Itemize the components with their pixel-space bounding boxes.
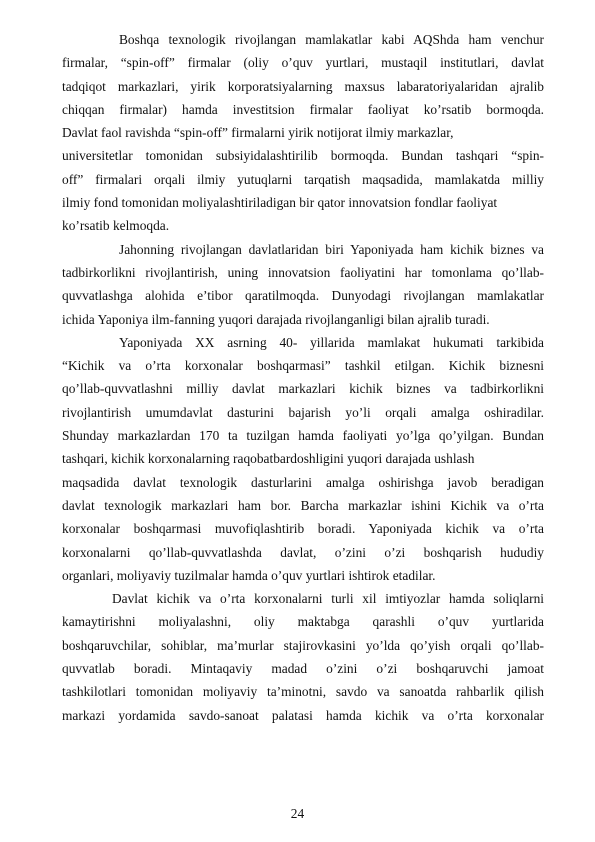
- text-line: Boshqa texnologik rivojlangan mamlakatlar kabi AQShda ham venchur: [119, 32, 544, 47]
- text-line: maqsadida davlat texnologik dasturlarini amalga oshirishga javob beradigan: [62, 474, 544, 490]
- text-line: Jahonning rivojlangan davlatlaridan biri Yaponiyada ham kichik biznes va: [119, 241, 544, 257]
- page-number: 24: [290, 806, 305, 821]
- text-line: korxonalarni qo’llab-quvvatlashda davlat, o’zini o’zi boshqarish hududiy: [62, 544, 544, 560]
- text-line: ko’rsatib kelmoqda.: [62, 218, 170, 234]
- text-line: Shunday markazlardan 170 ta tuzilgan hamda faoliyati yo’lga qo’yilgan. Bundan: [62, 428, 544, 444]
- text-line: Davlat kichik va o’rta korxonalarni turli xil imtiyozlar hamda soliqlarni: [112, 591, 544, 607]
- text-line: organlari, moliyaviy tuzilmalar hamda o’quv yurtlari ishtirok etadilar.: [62, 567, 436, 583]
- text-line: quvvatlashga alohida e’tibor qaratilmoqda. Dunyodagi rivojlangan mamlakatlar: [62, 288, 544, 304]
- text-line: kamaytirishni moliyalashni, oliy maktabga qarashli o’quv yurtlarida: [62, 614, 544, 630]
- text-line: korxonalar boshqarmasi muvofiqlashtirib boradi. Yaponiyada kichik va o’rta: [62, 521, 544, 537]
- text-line: off” firmalari orqali ilmiy yutuqlarni tarqatish maqsadida, mamlakatda milliy: [62, 171, 544, 187]
- text-line: ichida Yaponiya ilm-fanning yuqori darajada rivojlanganligi bilan ajralib turadi.: [62, 311, 490, 327]
- text-line: ilmiy fond tomonidan moliyalashtiriladigan bir qator innovatsion fondlar faoliyat: [62, 195, 498, 211]
- text-line: qo’llab-quvvatlashni milliy davlat markazlari kichik biznes va tadbirkorlikni: [62, 381, 544, 397]
- text-line: chiqqan firmalar) hamda investitsion firmalar faoliyat ko’rsatib bormoqda.: [62, 101, 544, 117]
- text-line: Davlat faol ravishda “spin-off” firmalarni yirik notijorat ilmiy markazlar,: [62, 125, 454, 141]
- text-line: davlat texnologik markazlari ham bor. Barcha markazlar ishini Kichik va o’rta: [62, 497, 544, 513]
- text-line: universitetlar tomonidan subsiyidalashtirilib bormoqda. Bundan tashqari “spin-: [62, 148, 544, 164]
- text-line: tadqiqot markazlari, yirik korporatsiyalarning maxsus labaratoriyalaridan ajralib: [62, 78, 544, 94]
- text-line: “Kichik va o’rta korxonalar boshqarmasi” tashkil etilgan. Kichik biznesni: [62, 358, 544, 374]
- text-line: tashqari, kichik korxonalarning raqobatbardoshligini yuqori darajada ushlash: [62, 451, 475, 467]
- text-line: quvvatlab boradi. Mintaqaviy madad o’zini o’zi boshqaruvchi jamoat: [62, 661, 544, 677]
- text-line: firmalar, “spin-off” firmalar (oliy o’quv yurtlari, mustaqil institutlari, davlat: [62, 55, 544, 71]
- document-body: [62, 28, 544, 727]
- text-line: tadbirkorlikni rivojlantirish, uning innovatsion faoliyatini har tomonlama qo’llab-: [62, 264, 544, 280]
- text-line: boshqaruvchilar, sohiblar, ma’murlar stajirovkasini yo’lda qo’yish orqali qo’llab-: [62, 637, 544, 653]
- text-line: rivojlantirish umumdavlat dasturini bajarish yo’li orqali amalga oshiradilar.: [62, 404, 544, 420]
- text-line: Yaponiyada XX asrning 40- yillarida mamlakat hukumati tarkibida: [119, 334, 544, 350]
- text-line: tashkilotlari tomonidan moliyaviy ta’minotni, savdo va sanoatda rahbarlik qilish: [62, 684, 544, 700]
- text-line: markazi yordamida savdo-sanoat palatasi hamda kichik va o’rta korxonalar: [62, 707, 544, 723]
